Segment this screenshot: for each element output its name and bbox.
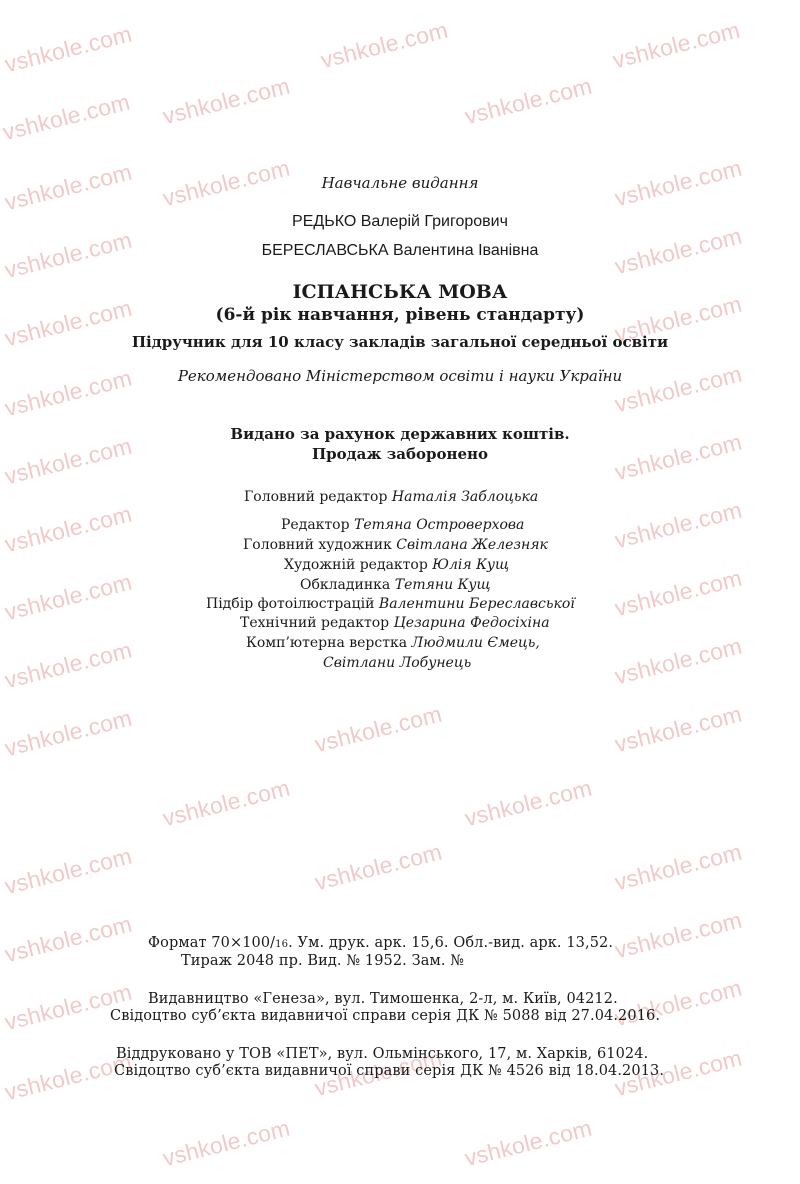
watermark: vshkole.com: [612, 222, 745, 280]
imprint-publisher-cert: Свідоцтво суб’єкта видавничої справи серія ДК № 5088 від 27.04.2016.: [110, 1008, 661, 1024]
watermark: vshkole.com: [612, 1044, 745, 1102]
credit-role: Обкладинка: [300, 577, 391, 593]
author-2-name: Валентина Іванівна: [392, 242, 539, 259]
credit-role: Головний художник: [243, 537, 392, 553]
watermark: vshkole.com: [2, 910, 135, 968]
watermark: vshkole.com: [612, 428, 745, 486]
credit-layout: [246, 635, 540, 651]
watermark: vshkole.com: [2, 1048, 135, 1106]
edition-type: Навчальне видання: [321, 174, 479, 192]
book-title: ІСПАНСЬКА МОВА: [292, 281, 508, 303]
watermark: vshkole.com: [462, 1114, 595, 1172]
credit-photo: [206, 596, 575, 612]
watermark: vshkole.com: [2, 978, 135, 1036]
credit-role: Головний редактор: [244, 489, 388, 505]
credit-name: Тетяна Островерхова: [354, 517, 525, 533]
watermark: vshkole.com: [2, 226, 135, 284]
watermark: vshkole.com: [612, 154, 745, 212]
book-recommendation: Рекомендовано Міністерством освіти і науки України: [177, 367, 623, 385]
credit-chief-editor: [244, 489, 538, 505]
watermark: vshkole.com: [2, 432, 135, 490]
imprint-publisher: Видавництво «Генеза», вул. Тимошенка, 2-л, м. Київ, 04212.: [148, 991, 618, 1007]
watermark: vshkole.com: [612, 906, 745, 964]
credit-role: Технічний редактор: [240, 615, 390, 631]
watermark: vshkole.com: [612, 974, 745, 1032]
watermark: vshkole.com: [2, 568, 135, 626]
credit-cover: [300, 577, 491, 593]
credit-name: Юлія Кущ: [432, 557, 510, 573]
watermark: vshkole.com: [2, 364, 135, 422]
author-1-name: Валерій Григорович: [360, 213, 508, 230]
watermark: vshkole.com: [312, 700, 445, 758]
watermark: vshkole.com: [2, 158, 135, 216]
book-subtitle: (6-й рік навчання, рівень стандарту): [215, 305, 585, 325]
credit-editor: [281, 517, 524, 533]
watermark: vshkole.com: [0, 88, 133, 146]
credit-name: Людмили Ємець,: [411, 635, 540, 651]
watermark: vshkole.com: [160, 154, 293, 212]
imprint-format: [148, 935, 613, 951]
watermark: vshkole.com: [2, 842, 135, 900]
credit-art-editor: [284, 557, 509, 573]
credit-name: Тетяни Кущ: [394, 577, 491, 593]
imprint-printer-cert: Свідоцтво суб’єкта видавничої справи серія ДК № 4526 від 18.04.2013.: [114, 1063, 665, 1079]
watermark: vshkole.com: [2, 294, 135, 352]
credit-chief-artist: [243, 537, 548, 553]
watermark: vshkole.com: [612, 290, 745, 348]
credit-role: Редактор: [281, 517, 350, 533]
watermark: vshkole.com: [160, 1114, 293, 1172]
imprint-printer: Віддруковано у ТОВ «ПЕТ», вул. Ольмінського, 17, м. Харків, 61024.: [116, 1046, 649, 1062]
credit-role: Художній редактор: [284, 557, 428, 573]
watermark: vshkole.com: [462, 72, 595, 130]
imprint-format-b: 16: [275, 939, 289, 950]
watermark: vshkole.com: [2, 704, 135, 762]
author-1-surname: РЕДЬКО: [292, 213, 357, 230]
imprint-format-a: Формат 70×100/: [148, 935, 276, 951]
credit-role: Комп’ютерна верстка: [246, 635, 408, 651]
credit-name: Цезарина Федосіхіна: [393, 615, 550, 631]
watermark: vshkole.com: [610, 16, 743, 74]
watermark: vshkole.com: [2, 636, 135, 694]
watermark: vshkole.com: [612, 564, 745, 622]
watermark: vshkole.com: [318, 16, 451, 74]
notice-line-1: Видано за рахунок державних коштів.: [230, 425, 570, 443]
credit-layout-name-2: Світлани Лобунець: [323, 655, 472, 671]
credit-tech-editor: [240, 615, 550, 631]
watermark: vshkole.com: [462, 774, 595, 832]
author-2-surname: БЕРЕСЛАВСЬКА: [261, 242, 389, 259]
watermark: vshkole.com: [2, 500, 135, 558]
credit-name: Наталія Заблоцька: [391, 489, 539, 505]
book-description: Підручник для 10 класу закладів загальної середньої освіти: [131, 333, 669, 351]
notice-line-2: Продаж заборонено: [311, 445, 489, 463]
watermark: vshkole.com: [312, 838, 445, 896]
credit-name: Світлана Железняк: [396, 537, 548, 553]
watermark: vshkole.com: [612, 360, 745, 418]
watermark: vshkole.com: [312, 1044, 445, 1102]
watermark: vshkole.com: [160, 774, 293, 832]
watermark: vshkole.com: [2, 20, 135, 78]
imprint-format-c: . Ум. друк. арк. 15,6. Обл.-вид. арк. 13,52.: [288, 935, 614, 951]
imprint-print-run: Тираж 2048 пр. Вид. № 1952. Зам. №: [181, 953, 465, 969]
watermark: vshkole.com: [160, 72, 293, 130]
watermark: vshkole.com: [612, 838, 745, 896]
credit-name: Валентини Береславської: [378, 596, 575, 612]
credit-role: Підбір фотоілюстрацій: [206, 596, 375, 612]
watermark: vshkole.com: [612, 700, 745, 758]
watermark: vshkole.com: [612, 632, 745, 690]
author-1: [0, 213, 800, 231]
author-2: [0, 242, 800, 260]
watermark: vshkole.com: [612, 496, 745, 554]
